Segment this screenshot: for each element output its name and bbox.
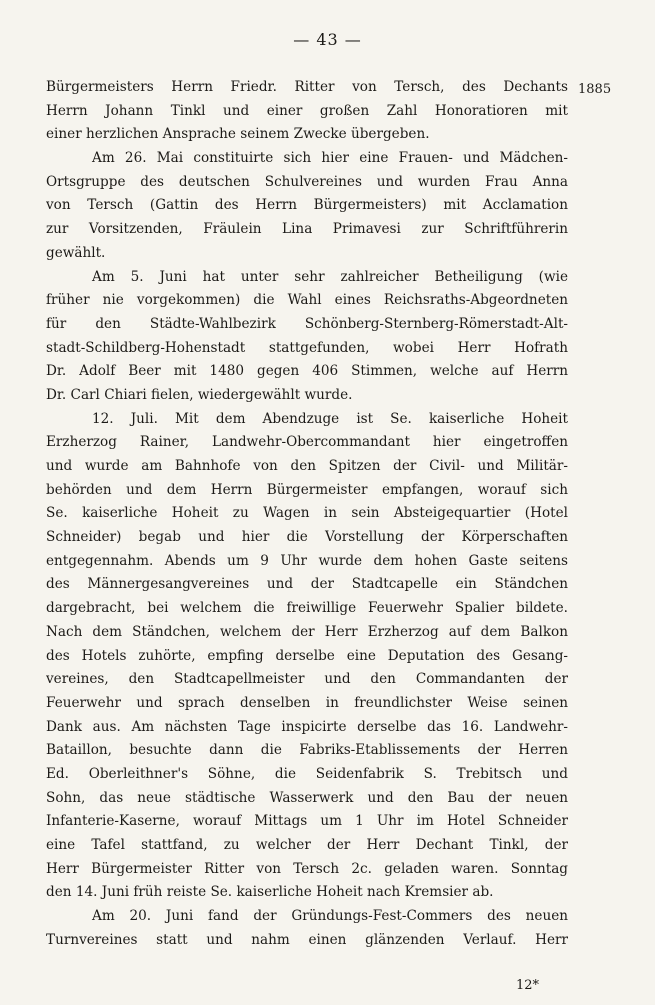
margin-year-note: 1885 — [578, 82, 612, 97]
body-text — [46, 76, 568, 952]
text-line: Se. kaiserliche Hoheit zu Wagen in sein Absteigequartier (Hotel — [46, 505, 568, 522]
text-line: Nach dem Ständchen, welchem der Herr Erzherzog auf dem Balkon — [46, 623, 568, 640]
text-line: des Männergesangvereines und der Stadtcapelle ein Ständchen — [46, 576, 568, 593]
text-line: vereines, den Stadtcapellmeister und den Commandanten der — [46, 671, 568, 688]
text-line: Feuerwehr und sprach denselben in freundlichster Weise seinen — [46, 694, 568, 711]
text-line: einer herzlichen Ansprache seinem Zwecke übergeben. — [46, 126, 430, 143]
text-line: von Tersch (Gattin des Herrn Bürgermeisters) mit Acclamation — [46, 197, 568, 214]
text-line: den 14. Juni früh reiste Se. kaiserliche Hoheit nach Kremsier ab. — [46, 884, 494, 901]
text-line: Am 20. Juni fand der Gründungs-Fest-Commers des neuen — [92, 908, 568, 925]
text-line: und wurde am Bahnhofe von den Spitzen der Civil- und Militär- — [46, 458, 568, 474]
text-line: zur Vorsitzenden, Fräulein Lina Primavesi zur Schriftführerin — [46, 221, 568, 238]
text-line: früher nie vorgekommen) die Wahl eines Reichsraths-Abgeordneten — [46, 292, 568, 309]
text-line: Am 26. Mai constituirte sich hier eine Frauen- und Mädchen- — [92, 150, 568, 167]
page-number: — 43 — — [293, 30, 362, 49]
text-line: Herrn Johann Tinkl und einer großen Zahl Honoratioren mit — [46, 102, 568, 119]
text-line: Dr. Carl Chiari fielen, wiedergewählt wurde. — [46, 386, 353, 403]
text-line: Infanterie-Kaserne, worauf Mittags um 1 Uhr im Hotel Schneider — [46, 813, 568, 830]
text-line: gewählt. — [46, 244, 106, 261]
text-line: Am 5. Juni hat unter sehr zahlreicher Betheiligung (wie — [92, 268, 568, 285]
text-line: Sohn, das neue städtische Wasserwerk und den Bau der neuen — [46, 789, 568, 806]
text-line: eine Tafel stattfand, zu welcher der Herr Dechant Tinkl, der — [46, 837, 568, 853]
text-line: des Hotels zuhörte, empfing derselbe eine Deputation des Gesang- — [46, 647, 568, 664]
text-line: Dr. Adolf Beer mit 1480 gegen 406 Stimmen, welche auf Herrn — [46, 363, 568, 380]
text-line: für den Städte-Wahlbezirk Schönberg-Sternberg-Römerstadt-Alt- — [46, 315, 568, 332]
text-line: entgegennahm. Abends um 9 Uhr wurde dem hohen Gaste seitens — [46, 552, 568, 569]
text-line: Erzherzog Rainer, Landwehr-Obercommandant hier eingetroffen — [46, 434, 568, 451]
text-line: Ed. Oberleithner's Söhne, die Seidenfabrik S. Trebitsch und — [46, 765, 568, 782]
text-line: Turnvereines statt und nahm einen glänzenden Verlauf. Herr — [46, 931, 568, 948]
text-line: Herr Bürgermeister Ritter von Tersch 2c. geladen waren. Sonntag — [46, 860, 568, 877]
text-line: dargebracht, bei welchem die freiwillige Feuerwehr Spalier bildete. — [46, 600, 568, 617]
text-line: Bataillon, besuchte dann die Fabriks-Etablissements der Herren — [46, 742, 568, 759]
text-line: Dank aus. Am nächsten Tage inspicirte derselbe das 16. Landwehr- — [46, 718, 568, 735]
text-line: Ortsgruppe des deutschen Schulvereines und wurden Frau Anna — [46, 173, 568, 190]
text-line: behörden und dem Herrn Bürgermeister empfangen, worauf sich — [46, 481, 568, 498]
text-line: Bürgermeisters Herrn Friedr. Ritter von Tersch, des Dechants — [46, 79, 568, 95]
signature-mark: 12* — [516, 978, 540, 993]
text-line: stadt-Schildberg-Hohenstadt stattgefunden, wobei Herr Hofrath — [46, 339, 568, 356]
text-line: 12. Juli. Mit dem Abendzuge ist Se. kaiserliche Hoheit — [92, 410, 568, 427]
text-line: Schneider) begab und hier die Vorstellung der Körperschaften — [46, 529, 568, 546]
